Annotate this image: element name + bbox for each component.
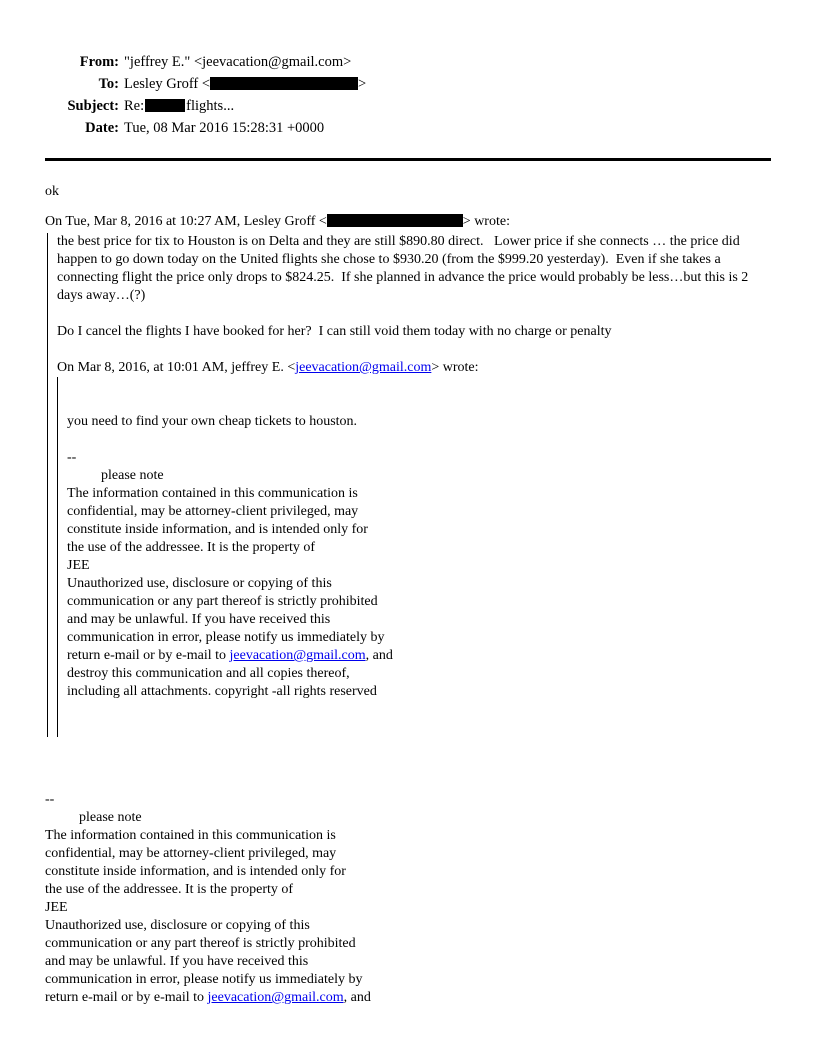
footer-signature-note: please note <box>79 810 142 825</box>
disclaimer-line: Unauthorized use, disclosure or copying of this <box>45 918 310 933</box>
header-row-from <box>45 51 771 73</box>
reply-text: ok <box>45 184 59 199</box>
disclaimer-bottom <box>67 665 771 701</box>
subject-value <box>119 95 234 117</box>
footer-email-prefix: return e-mail or by e-mail to <box>45 990 208 1005</box>
lesley-intro-prefix: On Tue, Mar 8, 2016 at 10:27 AM, Lesley Groff < <box>45 214 327 229</box>
to-value <box>119 73 366 95</box>
footer-signature <box>45 791 771 1007</box>
email-body <box>45 183 771 1007</box>
disclaimer-line: JEE <box>67 558 90 573</box>
signature-separator: -- <box>67 450 77 465</box>
signature-note: please note <box>101 468 164 483</box>
jeffrey-intro-prefix: On Mar 8, 2016, at 10:01 AM, jeffrey E. < <box>57 360 296 375</box>
subject-prefix: Re: <box>124 98 145 114</box>
disclaimer-line: constitute inside information, and is intended only for <box>67 522 368 537</box>
jeffrey-intro-email-link[interactable]: jeevacation@gmail.com <box>295 360 432 375</box>
header-row-subject <box>45 95 771 117</box>
header-divider <box>45 158 771 161</box>
lesley-intro-suffix: > wrote: <box>462 214 510 229</box>
disclaimer-email-link[interactable]: jeevacation@gmail.com <box>229 648 366 663</box>
jeffrey-intro-suffix: > wrote: <box>431 360 479 375</box>
from-value: "jeffrey E." <jeevacation@gmail.com> <box>124 54 352 70</box>
disclaimer-line: communication in error, please notify us immediately by <box>45 972 363 987</box>
disclaimer-email-suffix: , and <box>365 648 393 663</box>
disclaimer-line: and may be unlawful. If you have received this <box>67 612 331 627</box>
footer-email-suffix: , and <box>343 990 371 1005</box>
disclaimer-line: communication or any part thereof is strictly prohibited <box>45 936 356 951</box>
header-row-to <box>45 73 771 95</box>
disclaimer-line: including all attachments. copyright -all rights reserved <box>67 684 377 699</box>
redaction-bar-lesley-email <box>327 214 463 227</box>
disclaimer-line: The information contained in this communication is <box>45 828 336 843</box>
date-label: Date: <box>85 120 119 136</box>
disclaimer-line: destroy this communication and all copies thereof, <box>67 666 350 681</box>
email-header <box>45 51 771 139</box>
date-value: Tue, 08 Mar 2016 15:28:31 +0000 <box>124 120 325 136</box>
disclaimer-line: JEE <box>45 900 68 915</box>
footer-signature-separator: -- <box>45 792 55 807</box>
disclaimer-line: the use of the addressee. It is the property of <box>45 882 294 897</box>
to-value-prefix: Lesley Groff < <box>124 76 211 92</box>
footer-disclaimer <box>45 827 771 989</box>
lesley-quote-block <box>47 233 771 737</box>
disclaimer-line: Unauthorized use, disclosure or copying of this <box>67 576 332 591</box>
disclaimer-line: and may be unlawful. If you have received this <box>45 954 309 969</box>
quote-paragraph-prices: the best price for tix to Houston is on Delta and they are still $890.80 direct. Lower price if she connects … the price did happen to go down today on the United flights she chose to $930.20 (from the $999.20 yesterday). Even if she takes a connecting flight the price only drops to $824.25. If she planned in advance the price would probably be less…but this is 2 days away…(?) <box>57 234 752 303</box>
jeffrey-quote-block <box>57 377 771 737</box>
jeffrey-quote-intro <box>57 359 771 377</box>
lesley-quote-intro <box>45 213 771 231</box>
disclaimer-line: the use of the addressee. It is the property of <box>67 540 316 555</box>
from-label: From: <box>79 54 119 70</box>
redaction-bar-subject <box>145 99 185 112</box>
disclaimer-email-prefix: return e-mail or by e-mail to <box>67 648 230 663</box>
to-label: To: <box>98 76 119 92</box>
disclaimer-email-line <box>67 647 771 665</box>
jeffrey-message: you need to find your own cheap tickets to houston. <box>67 414 358 429</box>
disclaimer-line: confidential, may be attorney-client privileged, may <box>45 846 337 861</box>
disclaimer-line: The information contained in this communication is <box>67 486 358 501</box>
quote-paragraph-cancel: Do I cancel the flights I have booked for her? I can still void them today with no charge or penalty <box>57 324 612 339</box>
to-value-suffix: > <box>358 76 367 92</box>
footer-disclaimer-email-line <box>45 989 771 1007</box>
subject-suffix: flights... <box>186 98 235 114</box>
disclaimer-line: communication in error, please notify us immediately by <box>67 630 385 645</box>
header-row-date <box>45 117 771 139</box>
disclaimer-top <box>67 485 771 647</box>
footer-email-link[interactable]: jeevacation@gmail.com <box>207 990 344 1005</box>
disclaimer-line: confidential, may be attorney-client privileged, may <box>67 504 359 519</box>
disclaimer-line: communication or any part thereof is strictly prohibited <box>67 594 378 609</box>
subject-label: Subject: <box>67 98 119 114</box>
redaction-bar-to-email <box>210 77 358 90</box>
disclaimer-line: constitute inside information, and is intended only for <box>45 864 346 879</box>
